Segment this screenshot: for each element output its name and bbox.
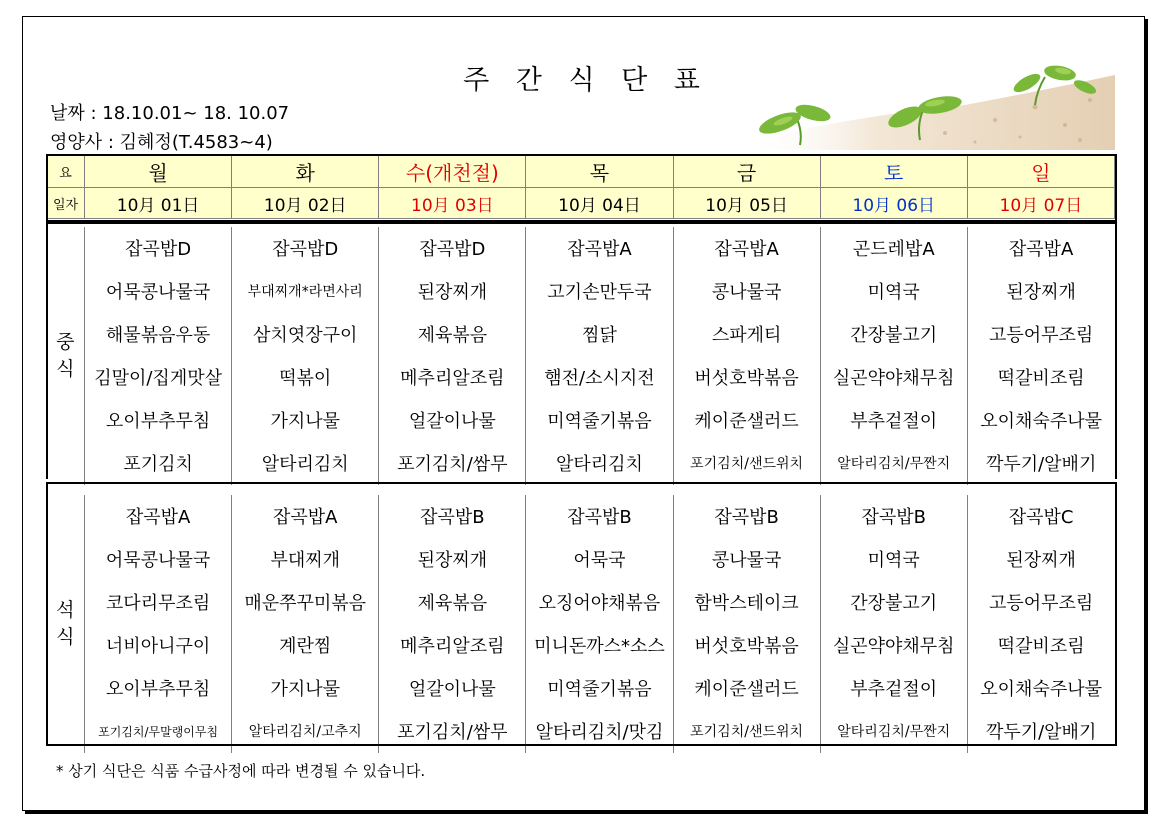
- date-range: 날짜 : 18.10.01~ 18. 10.07: [50, 103, 290, 124]
- date-cell: 10月 07日: [967, 188, 1114, 219]
- day-name: 화: [232, 155, 379, 188]
- menu-item: 포기김치/무말랭이무침: [85, 710, 232, 753]
- sprout-illustration: [745, 45, 1115, 150]
- menu-item: 콩나물국: [673, 538, 820, 581]
- menu-item: 잡곡밥C: [967, 495, 1114, 538]
- menu-item: 어묵국: [526, 538, 673, 581]
- menu-item: 미역국: [820, 270, 967, 313]
- day-label: 요: [47, 155, 85, 188]
- menu-item: 메추리알조림: [379, 356, 526, 399]
- menu-item: 얼갈이나물: [379, 667, 526, 710]
- menu-item: 제육볶음: [379, 581, 526, 624]
- menu-item: 어묵콩나물국: [85, 538, 232, 581]
- menu-item: 계란찜: [232, 624, 379, 667]
- menu-item: 잡곡밥B: [673, 495, 820, 538]
- date-cell: 10月 03日: [379, 188, 526, 219]
- date-cell: 10月 01日: [85, 188, 232, 219]
- menu-item: 버섯호박볶음: [673, 624, 820, 667]
- menu-item: 버섯호박볶음: [673, 356, 820, 399]
- day-name: 토: [820, 155, 967, 188]
- menu-item: 찜닭: [526, 313, 673, 356]
- menu-item: 포기김치: [85, 442, 232, 485]
- menu-item: 부추겉절이: [820, 399, 967, 442]
- menu-item: 해물볶음우동: [85, 313, 232, 356]
- menu-item: 부대찌개: [232, 538, 379, 581]
- menu-item: 알타리김치: [232, 442, 379, 485]
- menu-item: 잡곡밥B: [379, 495, 526, 538]
- menu-item: 오징어야채볶음: [526, 581, 673, 624]
- menu-item: 포기김치/쌈무: [379, 442, 526, 485]
- lunch-label-text: 중 식: [56, 330, 75, 380]
- menu-item: 포기김치/쌈무: [379, 710, 526, 753]
- menu-item: 잡곡밥A: [673, 227, 820, 270]
- menu-item: 된장찌개: [967, 538, 1114, 581]
- menu-item: 알타리김치/맛김: [526, 710, 673, 753]
- date-label: 일자: [47, 188, 85, 219]
- menu-item: 미역국: [820, 538, 967, 581]
- day-name: 목: [526, 155, 673, 188]
- menu-item: 알타리김치/고추지: [232, 710, 379, 753]
- menu-item: 잡곡밥A: [232, 495, 379, 538]
- menu-item: 포기김치/샌드위치: [673, 442, 820, 485]
- menu-item: 잡곡밥B: [820, 495, 967, 538]
- day-name: 월: [85, 155, 232, 188]
- menu-item: 오이부추무침: [85, 667, 232, 710]
- footnote: * 상기 식단은 식품 수급사정에 따라 변경될 수 있습니다.: [56, 762, 426, 780]
- menu-item: 미역줄기볶음: [526, 667, 673, 710]
- menu-item: 햄전/소시지전: [526, 356, 673, 399]
- menu-item: 스파게티: [673, 313, 820, 356]
- menu-item: 잡곡밥D: [232, 227, 379, 270]
- lunch-label: [47, 227, 85, 485]
- menu-item: 코다리무조림: [85, 581, 232, 624]
- menu-item: 실곤약야채무침: [820, 624, 967, 667]
- menu-item: 오이채숙주나물: [967, 667, 1114, 710]
- menu-item: 된장찌개: [967, 270, 1114, 313]
- menu-item: 메추리알조림: [379, 624, 526, 667]
- menu-item: 케이준샐러드: [673, 667, 820, 710]
- menu-item: 포기김치/샌드위치: [673, 710, 820, 753]
- menu-item: 떡갈비조림: [967, 624, 1114, 667]
- day-name: 수(개천절): [379, 155, 526, 188]
- menu-item: 떡갈비조림: [967, 356, 1114, 399]
- menu-item: 미역줄기볶음: [526, 399, 673, 442]
- menu-item: 떡볶이: [232, 356, 379, 399]
- weekly-menu-table: [46, 154, 1115, 753]
- date-cell: 10月 04日: [526, 188, 673, 219]
- menu-item: 곤드레밥A: [820, 227, 967, 270]
- menu-item: 잡곡밥D: [379, 227, 526, 270]
- menu-item: 얼갈이나물: [379, 399, 526, 442]
- menu-item: 잡곡밥D: [85, 227, 232, 270]
- nutritionist-info: 영양사 : 김혜정(T.4583~4): [50, 132, 273, 153]
- menu-item: 가지나물: [232, 667, 379, 710]
- menu-item: 고등어무조림: [967, 581, 1114, 624]
- dinner-label: [47, 495, 85, 753]
- date-cell: 10月 06日: [820, 188, 967, 219]
- menu-item: 알타리김치/무짠지: [820, 442, 967, 485]
- menu-item: 매운쭈꾸미볶음: [232, 581, 379, 624]
- menu-item: 고기손만두국: [526, 270, 673, 313]
- day-name: 일: [967, 155, 1114, 188]
- date-cell: 10月 02日: [232, 188, 379, 219]
- menu-item: 고등어무조림: [967, 313, 1114, 356]
- menu-item: 깍두기/알배기: [967, 710, 1114, 753]
- menu-item: 알타리김치: [526, 442, 673, 485]
- menu-item: 부추겉절이: [820, 667, 967, 710]
- menu-item: 된장찌개: [379, 538, 526, 581]
- menu-item: 잡곡밥A: [967, 227, 1114, 270]
- menu-item: 잡곡밥B: [526, 495, 673, 538]
- menu-item: 제육볶음: [379, 313, 526, 356]
- menu-item: 깍두기/알배기: [967, 442, 1114, 485]
- menu-item: 간장불고기: [820, 581, 967, 624]
- page-title: 주 간 식 단 표: [463, 65, 709, 96]
- menu-item: 삼치엿장구이: [232, 313, 379, 356]
- menu-item: 부대찌개*라면사리: [232, 270, 379, 313]
- menu-item: 미니돈까스*소스: [526, 624, 673, 667]
- menu-item: 가지나물: [232, 399, 379, 442]
- menu-item: 케이준샐러드: [673, 399, 820, 442]
- day-name: 금: [673, 155, 820, 188]
- menu-item: 잡곡밥A: [526, 227, 673, 270]
- menu-item: 콩나물국: [673, 270, 820, 313]
- menu-item: 함박스테이크: [673, 581, 820, 624]
- menu-item: 오이채숙주나물: [967, 399, 1114, 442]
- menu-item: 잡곡밥A: [85, 495, 232, 538]
- menu-item: 어묵콩나물국: [85, 270, 232, 313]
- menu-item: 알타리김치/무짠지: [820, 710, 967, 753]
- menu-item: 너비아니구이: [85, 624, 232, 667]
- menu-item: 김말이/집게맛살: [85, 356, 232, 399]
- date-cell: 10月 05日: [673, 188, 820, 219]
- dinner-label-text: 석 식: [56, 598, 75, 648]
- menu-item: 된장찌개: [379, 270, 526, 313]
- menu-item: 실곤약야채무침: [820, 356, 967, 399]
- menu-item: 간장불고기: [820, 313, 967, 356]
- menu-item: 오이부추무침: [85, 399, 232, 442]
